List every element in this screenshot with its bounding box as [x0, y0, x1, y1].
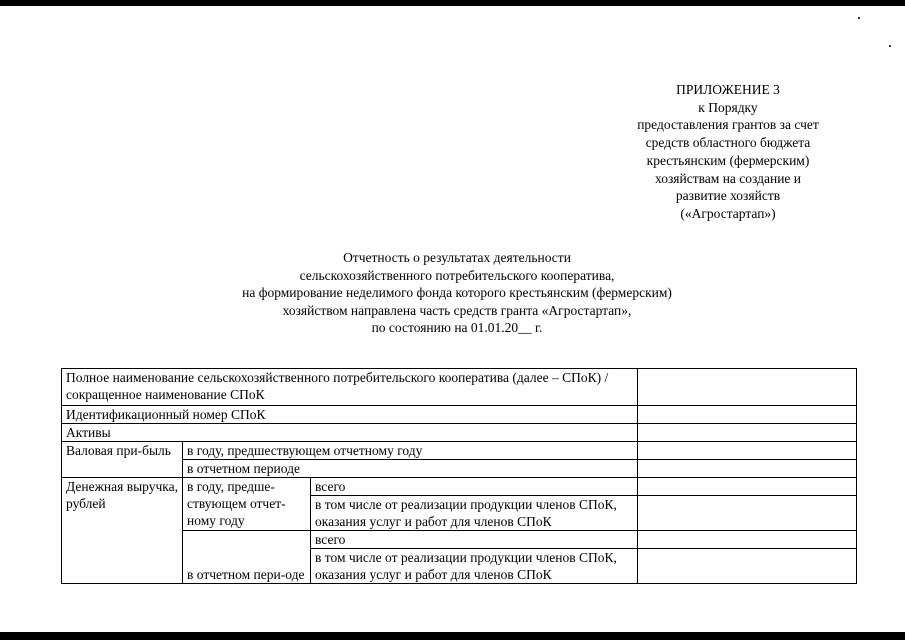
report-title	[190, 249, 724, 337]
scan-edge-bottom	[0, 632, 905, 640]
appendix-line: крестьянским (фермерским)	[646, 152, 810, 168]
table-row	[62, 406, 857, 424]
id-number-label: Идентификационный номер СПоК	[62, 406, 638, 424]
scan-edge-top	[0, 0, 905, 6]
revenue-current-label: в отчетном пери-оде	[183, 531, 311, 584]
scan-speck	[889, 45, 891, 47]
report-title-line: на формирование неделимого фонда которого крестьянским (фермерским)	[242, 285, 672, 301]
appendix-line: к Порядку	[698, 99, 758, 115]
assets-label: Активы	[62, 424, 638, 442]
appendix-line: предоставления грантов за счет	[637, 117, 819, 133]
report-title-line: хозяйством направлена часть средств гранта «Агростартап»,	[282, 302, 632, 318]
revenue-current-members-label: в том числе от реализации продукции членов СПоК, оказания услуг и работ для членов СПоК	[311, 549, 638, 584]
revenue-current-total-value-cell[interactable]	[638, 531, 857, 549]
revenue-label: Денежная выручка, рублей	[62, 478, 183, 584]
report-title-line: Отчетность о результатах деятельности	[343, 250, 571, 265]
table-row	[62, 369, 857, 406]
id-number-value-cell[interactable]	[638, 406, 857, 424]
full-name-value-cell[interactable]	[638, 369, 857, 406]
scan-speck	[858, 17, 860, 19]
appendix-line: развитие хозяйств	[675, 188, 781, 204]
table-row	[62, 442, 857, 460]
revenue-current-members-value-cell[interactable]	[638, 549, 857, 584]
appendix-line: хозяйствам на создание и	[654, 170, 802, 186]
table-row	[62, 424, 857, 442]
appendix-line: ПРИЛОЖЕНИЕ 3	[676, 82, 780, 97]
gross-profit-prev-year-label: в году, предшествующем отчетному году	[183, 442, 638, 460]
report-title-line: по состоянию на 01.01.20__ г.	[371, 320, 543, 336]
appendix-line: средств областного бюджета	[645, 135, 811, 151]
gross-profit-current-value-cell[interactable]	[638, 460, 857, 478]
revenue-prev-year-label: в году, предше-ствующем отчет-ному году	[183, 478, 311, 531]
revenue-prev-year-total-label: всего	[311, 478, 638, 496]
report-title-line: сельскохозяйственного потребительского кооператива,	[299, 267, 615, 283]
gross-profit-label: Валовая при-быль	[62, 442, 183, 478]
gross-profit-current-label: в отчетном периоде	[183, 460, 638, 478]
table-row	[62, 478, 857, 496]
revenue-prev-year-total-value-cell[interactable]	[638, 478, 857, 496]
revenue-prev-year-members-label: в том числе от реализации продукции членов СПоК, оказания услуг и работ для членов СПоК	[311, 496, 638, 531]
revenue-prev-year-members-value-cell[interactable]	[638, 496, 857, 531]
assets-value-cell[interactable]	[638, 424, 857, 442]
appendix-header	[598, 81, 858, 223]
revenue-current-total-label: всего	[311, 531, 638, 549]
gross-profit-prev-year-value-cell[interactable]	[638, 442, 857, 460]
appendix-line: («Агростартап»)	[680, 205, 776, 221]
report-table	[61, 368, 857, 584]
full-name-label: Полное наименование сельскохозяйственного потребительского кооператива (далее – СПоК) /сокращенное наименование СПоК	[62, 369, 638, 406]
